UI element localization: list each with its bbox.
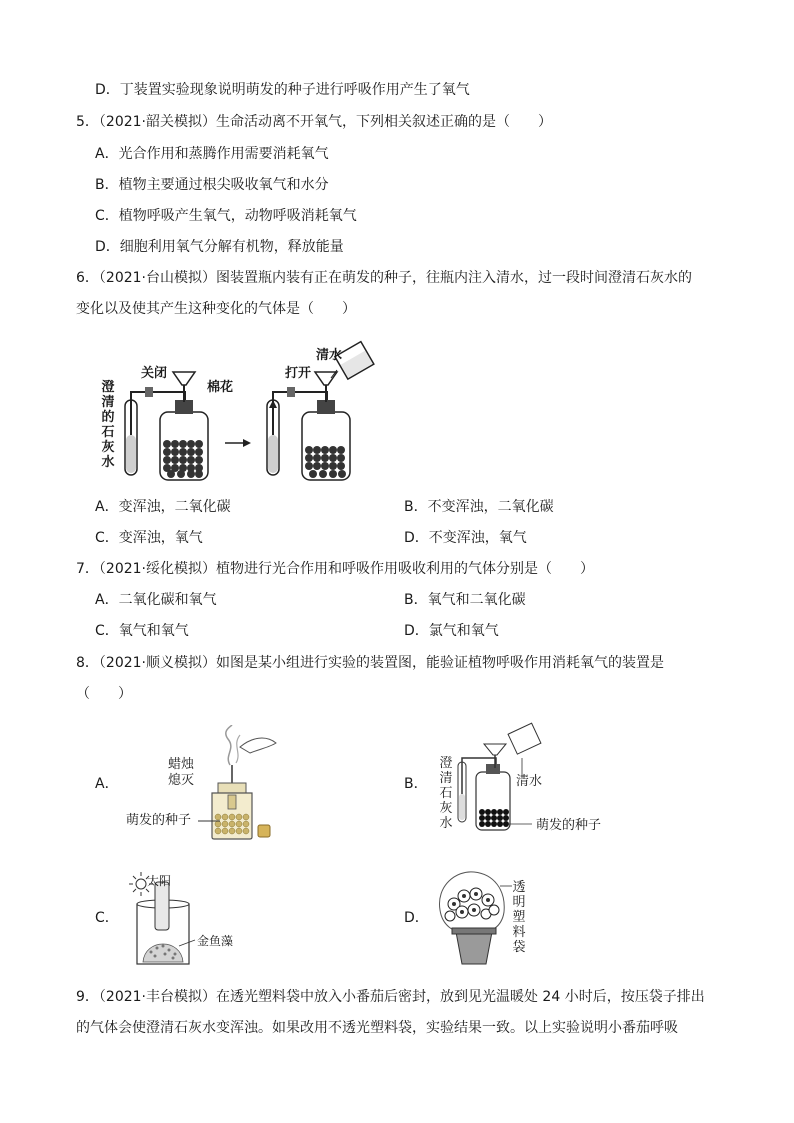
q6-option-b[interactable]: B．不变浑浊，二氧化碳	[404, 499, 554, 515]
q8d-bag-char: 料	[512, 925, 526, 940]
q8-option-b[interactable]: B．	[404, 776, 428, 792]
q5-option-d[interactable]: D．细胞利用氧气分解有机物，释放能量	[95, 239, 344, 255]
q8d-bag-char: 塑	[512, 910, 526, 925]
q7-option-c[interactable]: C．氧气和氧气	[95, 623, 189, 639]
q6-apparatus-figure	[95, 340, 395, 490]
q8-stem-line1: 8．（2021·顺义模拟）如图是某小组进行实验的装置图，能验证植物呼吸作用消耗氧气的装置是	[76, 655, 664, 671]
q9-stem-line2: 的气体会使澄清石灰水变浑浊。如果改用不透光塑料袋，实验结果一致。以上实验说明小番茄呼吸	[76, 1020, 678, 1036]
q6-limewater-char: 水	[101, 455, 115, 470]
q8-figure-a	[120, 725, 290, 840]
q8d-bag-label	[512, 880, 526, 955]
q6-cotton-label: 棉花	[207, 380, 234, 395]
q4-option-d[interactable]: D．丁装置实验现象说明萌发的种子进行呼吸作用产生了氧气	[95, 82, 470, 98]
q5-option-b[interactable]: B．植物主要通过根尖吸收氧气和水分	[95, 177, 329, 193]
q6-limewater-char: 澄	[101, 380, 115, 395]
q6-limewater-char: 石	[101, 425, 115, 440]
q6-option-a[interactable]: A．变浑浊，二氧化碳	[95, 499, 231, 515]
q8b-seeds-label: 萌发的种子	[536, 818, 602, 833]
q9-stem-line1: 9．（2021·丰台模拟）在透光塑料袋中放入小番茄后密封，放到见光温暖处 24 小时后，按压袋子排出	[76, 989, 705, 1005]
q7-option-b[interactable]: B．氧气和二氧化碳	[404, 592, 526, 608]
q8a-seeds-label: 萌发的种子	[126, 813, 192, 828]
q6-limewater-char: 的	[101, 410, 115, 425]
q8-stem-line2: （ ）	[76, 686, 132, 702]
q7-option-a[interactable]: A．二氧化碳和氧气	[95, 592, 217, 608]
q8b-limewater-label	[439, 756, 453, 831]
q8c-sun-label: 太阳	[147, 874, 172, 888]
q8-figure-d	[432, 866, 542, 971]
q7-option-d[interactable]: D．氯气和氧气	[404, 623, 499, 639]
q8b-limewater-char: 澄	[439, 756, 453, 771]
q6-limewater-label	[101, 380, 115, 470]
q6-water-label: 清水	[316, 348, 343, 363]
q6-limewater-char: 灰	[101, 440, 115, 455]
q8-figure-b	[436, 722, 626, 837]
q5-option-c[interactable]: C．植物呼吸产生氧气，动物呼吸消耗氧气	[95, 208, 357, 224]
q7-stem: 7．（2021·绥化模拟）植物进行光合作用和呼吸作用吸收利用的气体分别是（ ）	[76, 561, 594, 577]
q5-stem: 5．（2021·韶关模拟）生命活动离不开氧气，下列相关叙述正确的是（ ）	[76, 114, 552, 130]
q5-option-a[interactable]: A．光合作用和蒸腾作用需要消耗氧气	[95, 146, 329, 162]
q6-stem-line2: 变化以及使其产生这种变化的气体是（ ）	[76, 301, 356, 317]
q8c-plant-label: 金鱼藻	[197, 934, 234, 948]
q6-stem-line1: 6．（2021·台山模拟）图装置瓶内装有正在萌发的种子，往瓶内注入清水，过一段时间澄清石灰水的	[76, 270, 692, 286]
q8b-limewater-char: 清	[439, 771, 453, 786]
q8a-candle-label-2: 熄灭	[168, 773, 195, 788]
q8d-bag-char: 透	[512, 880, 526, 895]
q8-figure-c	[125, 868, 255, 968]
q6-open-label: 打开	[285, 366, 312, 381]
q8-figure-c-drawing	[125, 868, 255, 968]
q6-apparatus-drawing	[95, 340, 395, 490]
q6-option-d[interactable]: D．不变浑浊，氧气	[404, 530, 527, 546]
q8a-candle-label-1: 蜡烛	[168, 757, 195, 772]
q8-option-a[interactable]: A．	[95, 776, 119, 792]
q6-limewater-char: 清	[101, 395, 115, 410]
q8-option-d[interactable]: D．	[404, 910, 429, 926]
q8b-limewater-char: 灰	[439, 801, 453, 816]
q8b-water-label: 清水	[516, 774, 543, 789]
q6-closed-label: 关闭	[141, 366, 168, 381]
q8b-limewater-char: 水	[439, 816, 453, 831]
q6-option-c[interactable]: C．变浑浊，氧气	[95, 530, 203, 546]
q8d-bag-char: 明	[512, 895, 526, 910]
q8d-bag-char: 袋	[512, 940, 526, 955]
q8b-limewater-char: 石	[439, 786, 453, 801]
q8-option-c[interactable]: C．	[95, 910, 119, 926]
